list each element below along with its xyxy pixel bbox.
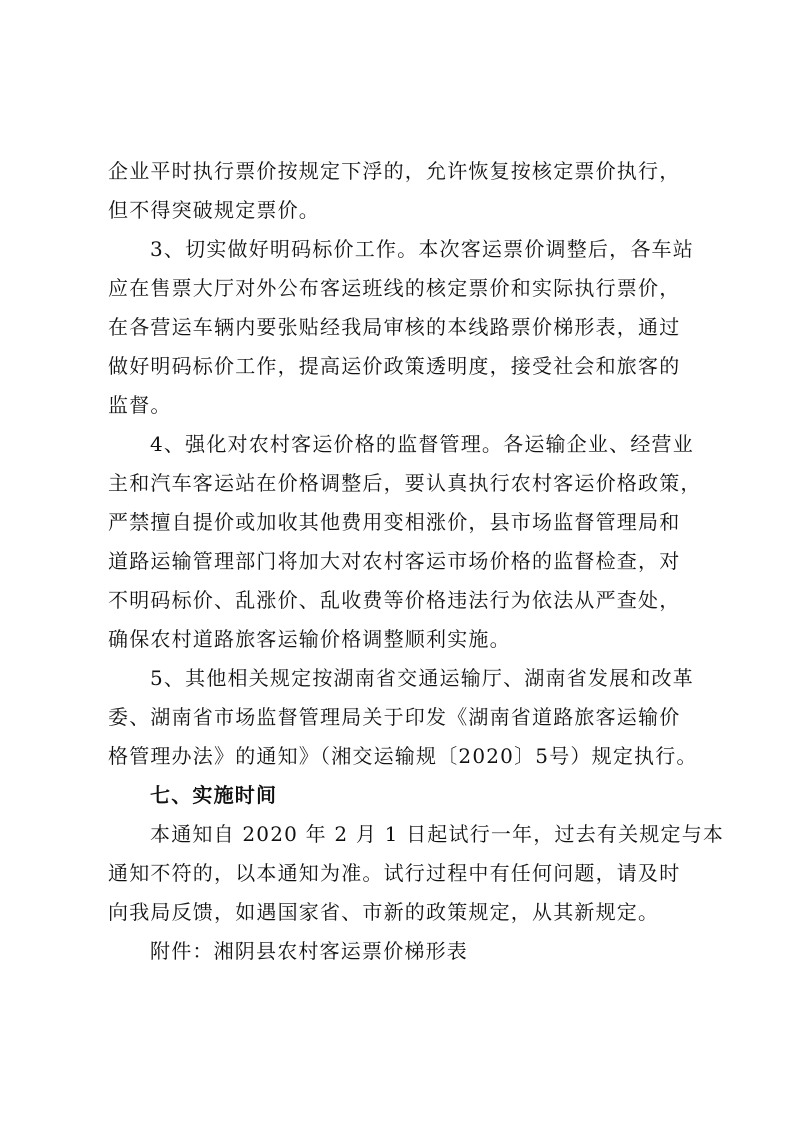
text-line: 监督。 xyxy=(108,393,172,417)
paragraph-continuation xyxy=(108,152,698,230)
text-line: 格管理办法》的通知》（湘交运输规〔2020〕5号）规定执行。 xyxy=(108,744,698,768)
attachment-note: 附件：湘阴县农村客运票价梯形表 xyxy=(150,939,468,963)
paragraph-implementation xyxy=(108,815,725,932)
text-line: 应在售票大厅对外公布客运班线的核定票价和实际执行票价， xyxy=(108,276,681,300)
text-line: 但不得突破规定票价。 xyxy=(108,198,320,222)
text-line: 向我局反馈，如遇国家省、市新的政策规定，从其新规定。 xyxy=(108,900,660,924)
text-line: 道路运输管理部门将加大对农村客运市场价格的监督检查，对 xyxy=(108,549,681,573)
paragraph-item-4 xyxy=(108,425,702,659)
text-line: 本通知自 2020 年 2 月 1 日起试行一年，过去有关规定与本 xyxy=(150,822,725,846)
text-line: 主和汽车客运站在价格调整后，要认真执行农村客运价格政策， xyxy=(108,471,702,495)
document-body xyxy=(108,152,725,971)
text-line: 委、湖南省市场监督管理局关于印发《湖南省道路旅客运输价 xyxy=(108,705,681,729)
text-line: 确保农村道路旅客运输价格调整顺利实施。 xyxy=(108,627,511,651)
text-line: 做好明码标价工作，提高运价政策透明度，接受社会和旅客的 xyxy=(108,354,681,378)
paragraph-item-5 xyxy=(108,659,698,776)
text-line: 5、其他相关规定按湖南省交通运输厅、湖南省发展和改革 xyxy=(150,666,694,690)
text-line: 在各营运车辆内要张贴经我局审核的本线路票价梯形表，通过 xyxy=(108,315,681,339)
text-line: 4、强化对农村客运价格的监督管理。各运输企业、经营业 xyxy=(150,432,694,456)
text-line: 严禁擅自提价或加收其他费用变相涨价，县市场监督管理局和 xyxy=(108,510,681,534)
text-line: 企业平时执行票价按规定下浮的，允许恢复按核定票价执行， xyxy=(108,159,681,183)
text-line: 3、切实做好明码标价工作。本次客运票价调整后，各车站 xyxy=(150,237,694,261)
section-heading: 七、实施时间 xyxy=(150,783,278,807)
text-line: 不明码标价、乱涨价、乱收费等价格违法行为依法从严查处， xyxy=(108,588,681,612)
text-line: 通知不符的，以本通知为准。试行过程中有任何问题，请及时 xyxy=(108,861,681,885)
paragraph-item-3 xyxy=(108,230,698,425)
